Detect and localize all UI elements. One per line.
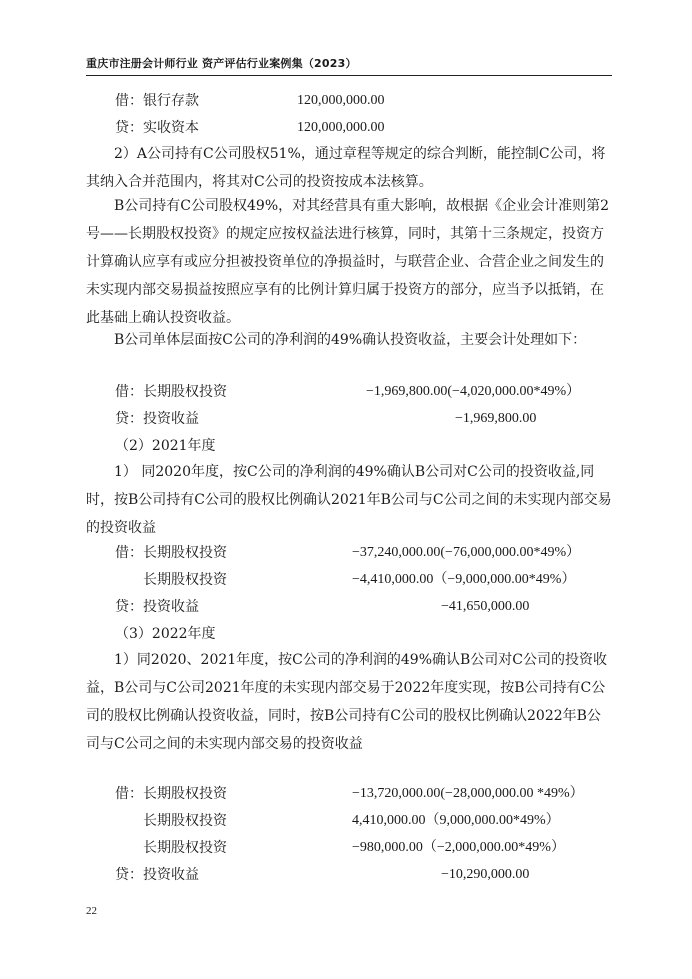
entry4-debit2-label: 长期股权投资 [143,813,227,829]
entry3-debit2-amount: −4,410,000.00（−9,000,000.00*49%） [352,572,576,587]
entry4-debit3-label: 长期股权投资 [143,840,227,856]
paragraph-a-company-consolidation: 2）A公司持有C公司股权51%，通过章程等规定的综合判断，能控制C公司，将其纳入合并范围内，将其对C公司的投资按成本法核算。 [86,146,606,190]
entry3-debit-label: 借：长期股权投资 [115,545,227,561]
entry2-debit-amount: −1,969,800.00(−4,020,000.00*49%） [366,384,581,399]
entry1-credit-amount: 120,000,000.00 [297,120,385,135]
entry2-debit-label: 借：长期股权投资 [115,384,227,400]
running-header: 重庆市注册会计师行业 资产评估行业案例集（2023） [86,57,357,70]
paragraph-b-company-entry-intro: B公司单体层面按C公司的净利润的49%确认投资收益，主要会计处理如下： [114,332,587,348]
entry4-credit-amount: −10,290,000.00 [441,867,530,882]
section-2021-heading: （2）2021年度 [115,438,216,454]
paragraph-b-company-equity-method: B公司持有C公司股权49%，对其经营具有重大影响，故根据《企业会计准则第2号——长期股权投资》的规定应按权益法进行核算，同时，其第十三条规定，投资方计算确认应享有或应分担被投资单位的净损益时，与联营企业、合营企业之间发生的未实现内部交易损益按照应享有的比例计算归属于投资方的部分，应当予以抵销，在此基础上确认投资收益。 [86,198,610,326]
entry1-credit-label: 贷：实收资本 [115,120,199,136]
entry1-debit-amount: 120,000,000.00 [297,93,385,108]
entry3-debit2-label: 长期股权投资 [143,572,227,588]
entry4-debit2-amount: 4,410,000.00（9,000,000.00*49%） [352,813,560,828]
entry2-credit-amount: −1,969,800.00 [455,411,537,426]
entry1-debit-label: 借：银行存款 [115,93,199,109]
section-2022-heading: （3）2022年度 [115,626,216,642]
entry4-credit-label: 贷：投资收益 [115,867,199,883]
entry3-credit-amount: −41,650,000.00 [441,599,530,614]
entry3-debit-amount: −37,240,000.00(−76,000,000.00*49%） [352,545,581,560]
entry2-credit-label: 贷：投资收益 [115,411,199,427]
page-number: 22 [86,905,97,917]
entry3-credit-label: 贷：投资收益 [115,599,199,615]
entry4-debit-amount: −13,720,000.00(−28,000,000.00 *49%） [352,786,584,801]
paragraph-2021-explanation: 1） 同2020年度，按C公司的净利润的49%确认B公司对C公司的投资收益,同时，按B公司持有C公司的股权比例确认2021年B公司与C公司之间的未实现内部交易的投资收益 [86,464,612,536]
entry4-debit3-amount: −980,000.00（−2,000,000.00*49%） [352,840,565,855]
paragraph-2022-explanation: 1）同2020、2021年度，按C公司的净利润的49%确认B公司对C公司的投资收益，B公司与C公司2021年度的未实现内部交易于2022年度实现，按B公司持有C公司的股权比例确认投资收益，同时，按B公司持有C公司的股权比例确认2022年B公司与C公司之间的未实现内部交易的投资收益 [86,652,607,752]
entry4-debit-label: 借：长期股权投资 [115,786,227,802]
header-rule [86,75,612,76]
